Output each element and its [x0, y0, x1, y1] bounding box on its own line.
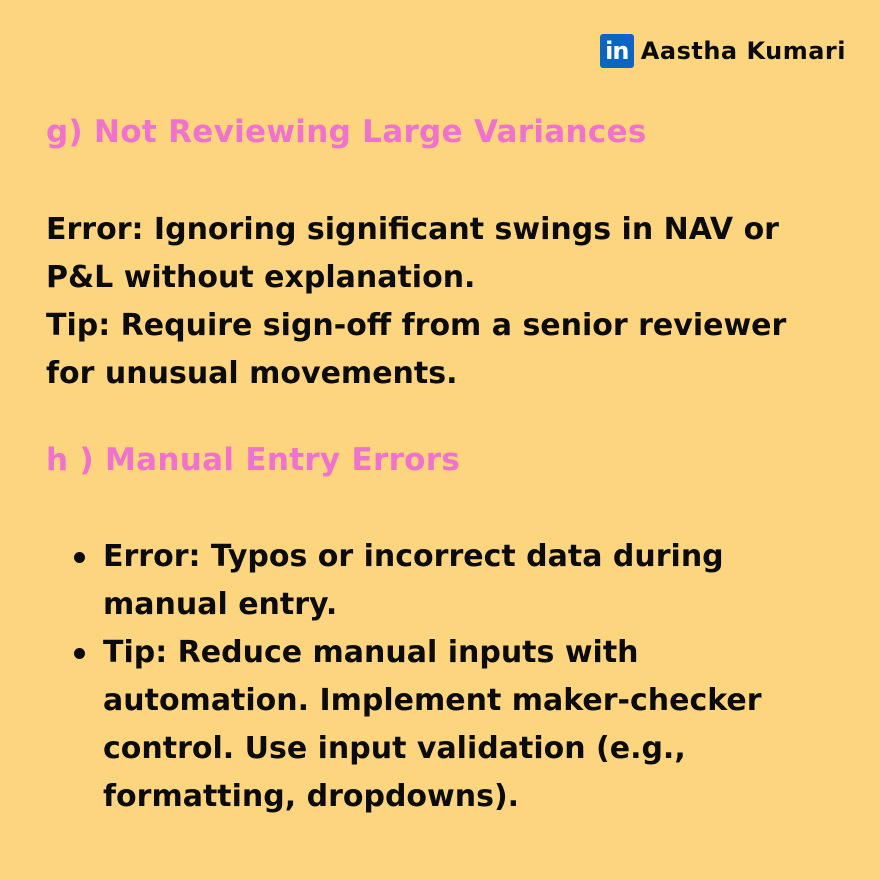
body-line: Tip: Require sign-off from a senior reviewer — [46, 308, 787, 343]
bullet-icon — [74, 552, 85, 563]
author-badge — [600, 34, 846, 68]
body-line: P&L without explanation. — [46, 260, 476, 295]
body-line: for unusual movements. — [46, 356, 458, 391]
section-body-g — [46, 206, 846, 398]
bullet-line: control. Use input validation (e.g., — [103, 731, 686, 766]
list-item — [46, 533, 846, 629]
author-name: Aastha Kumari — [640, 37, 846, 65]
bullet-icon — [74, 648, 85, 659]
bullet-list — [46, 533, 846, 821]
bullet-line: manual entry. — [103, 587, 338, 622]
bullet-line: Tip: Reduce manual inputs with — [103, 635, 639, 670]
linkedin-icon: in — [600, 34, 634, 68]
body-line: Error: Ignoring significant swings in NAV or — [46, 212, 779, 247]
bullet-line: formatting, dropdowns). — [103, 779, 520, 814]
section-title-g: g) Not Reviewing Large Variances — [46, 114, 647, 150]
bullet-line: Error: Typos or incorrect data during — [103, 539, 724, 574]
bullet-line: automation. Implement maker-checker — [103, 683, 762, 718]
section-title-h: h ) Manual Entry Errors — [46, 442, 461, 478]
list-item — [46, 629, 846, 821]
